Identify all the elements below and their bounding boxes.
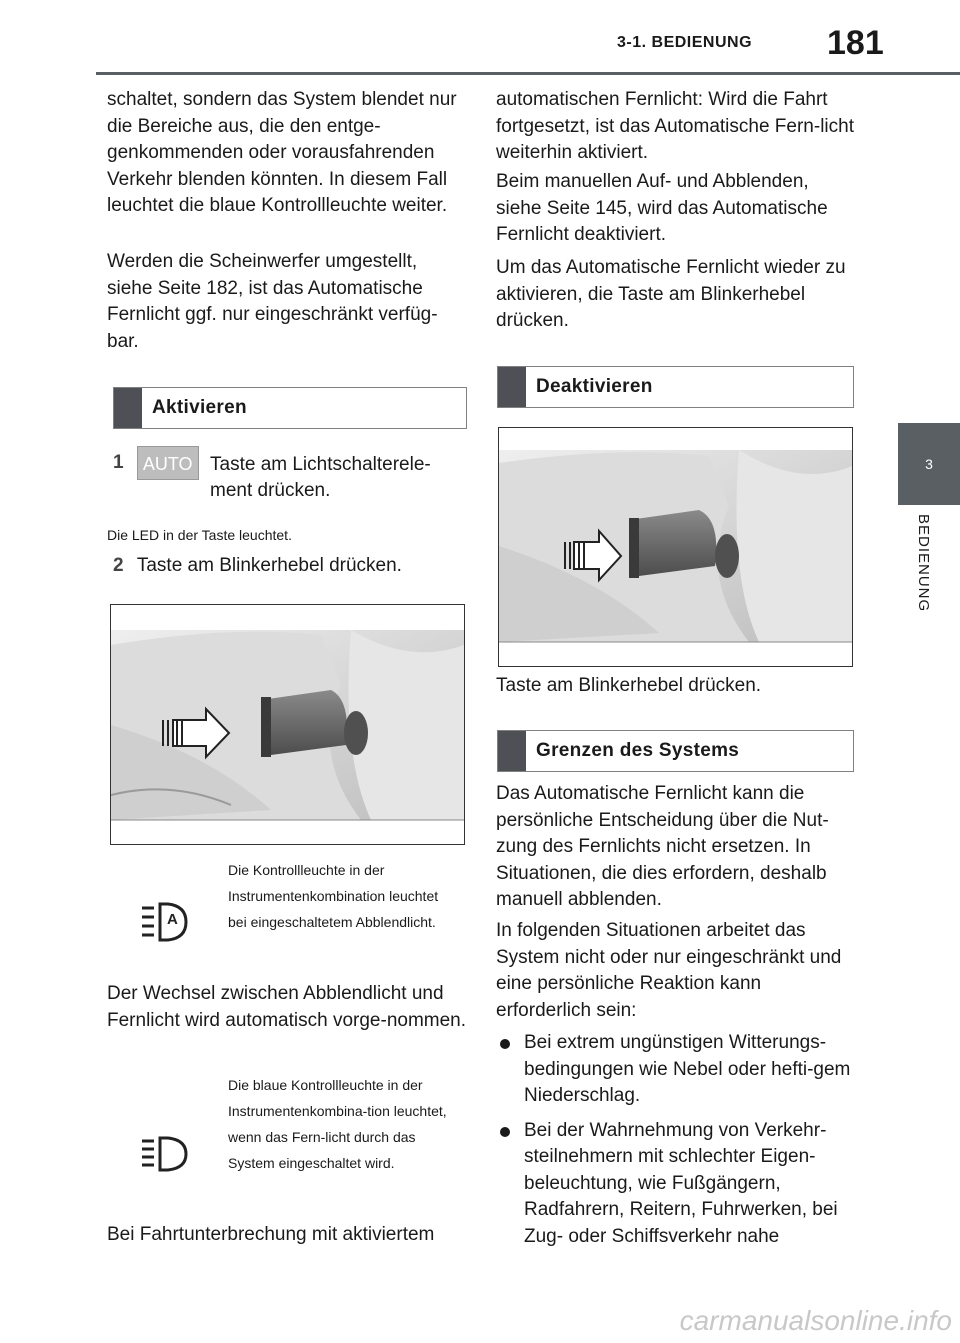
header-divider [96, 72, 960, 75]
indicator-2-description: Die blaue Kontrollleuchte in der Instrumentenkombina-tion leuchtet, wenn das Fern-licht durch das System eingeschaltet wird. [228, 1077, 447, 1171]
section-header-bar [498, 731, 526, 771]
section-title: Grenzen des Systems [536, 740, 740, 761]
high-beam-icon [140, 1135, 190, 1175]
step-1-text-line1-container [210, 452, 466, 504]
grenzen-paragraph-2: In folgenden Situationen arbeitet das System nicht oder nur eingeschränkt und eine persönliche Reaktion kann erforderlich sein: [496, 920, 842, 1021]
indicator-1-description: Die Kontrollleuchte in der Instrumentenkombination leuchtet bei eingeschaltetem Abblendlicht. [228, 862, 439, 930]
intro-paragraph-1: schaltet, sondern das System blendet nur die Bereiche aus, die den entge-genkommenden oder vorausfahrenden Verkehr blenden könnten. In diesem Fall leuchtet die blaue Kontrollleuchte weiter. [107, 89, 457, 216]
figure-caption: Taste am Blinkerhebel drücken. [496, 675, 762, 696]
right-paragraph-1: automatischen Fernlicht: Wird die Fahrt fortgesetzt, ist das Automatische Fern-licht weiterhin aktiviert. [496, 89, 854, 163]
list-item-text: Bei der Wahrnehmung von Verkehr-steilnehmern mit schlechter Eigen-beleuchtung, wie Fußgängern, Radfahrern, Reitern, Fuhrwerken, bei Zug- oder Schiffsverkehr nahe [524, 1119, 838, 1247]
section-header-bar [498, 367, 526, 407]
svg-text:A: A [167, 911, 178, 928]
chapter-tab-label: BEDIENUNG [915, 514, 932, 613]
paragraph-fahrtunterbrechung: Bei Fahrtunterbrechung mit aktiviertem [107, 1224, 435, 1245]
list-item [496, 1030, 856, 1110]
auto-high-beam-icon [140, 900, 190, 946]
list-item [496, 1118, 856, 1251]
turn-signal-lever-illustration-2 [498, 427, 853, 667]
section-header-grenzen [497, 730, 854, 772]
step-number: 2 [113, 555, 124, 576]
limitations-list [496, 1030, 856, 1258]
lever-drawing [111, 605, 464, 844]
intro-paragraph-2: Werden die Scheinwerfer umgestellt, siehe Seite 182, ist das Automatische Fernlicht ggf. nur eingeschränkt verfüg-bar. [107, 251, 438, 352]
section-header-aktivieren [113, 387, 467, 429]
section-title: Deaktivieren [536, 376, 653, 397]
grenzen-paragraph-1: Das Automatische Fernlicht kann die persönliche Entscheidung über die Nut-zung des Fernlichts nicht ersetzen. In Situationen, die dies erfordern, deshalb manuell abblenden. [496, 783, 829, 910]
lever-drawing [499, 428, 852, 666]
bullet-icon [500, 1127, 510, 1137]
paragraph-wechsel: Der Wechsel zwischen Abblendlicht und Fernlicht wird automatisch vorge-nommen. [107, 983, 467, 1031]
step-2-text: Taste am Blinkerhebel drücken. [136, 555, 402, 576]
section-title: Aktivieren [152, 397, 247, 418]
right-paragraph-2: Beim manuellen Auf- und Abblenden, siehe Seite 145, wird das Automatische Fernlicht deaktiviert. [496, 171, 828, 245]
step-number: 1 [113, 452, 124, 474]
chapter-tab: 3 [898, 423, 960, 505]
bullet-icon [500, 1039, 510, 1049]
running-header-title: 3-1. BEDIENUNG [617, 34, 753, 51]
watermark: carmanualsonline.info [679, 1305, 952, 1336]
auto-button-key: AUTO [137, 446, 199, 480]
step-2 [113, 553, 463, 579]
section-header-bar [114, 388, 142, 428]
list-item-text: Bei extrem ungünstigen Witterungs-bedingungen wie Nebel oder hefti-gem Niederschlag. [524, 1032, 851, 1106]
turn-signal-lever-illustration [110, 604, 465, 845]
section-header-deaktivieren [497, 366, 854, 408]
right-paragraph-3: Um das Automatische Fernlicht wieder zu aktivieren, die Taste am Blinkerhebel drücken. [496, 257, 846, 331]
step-1-note: Die LED in der Taste leuchtet. [107, 527, 292, 543]
step-1-text: Taste am Lichtschalterele-ment drücken. [210, 454, 431, 501]
page-number: 181 [827, 24, 884, 62]
